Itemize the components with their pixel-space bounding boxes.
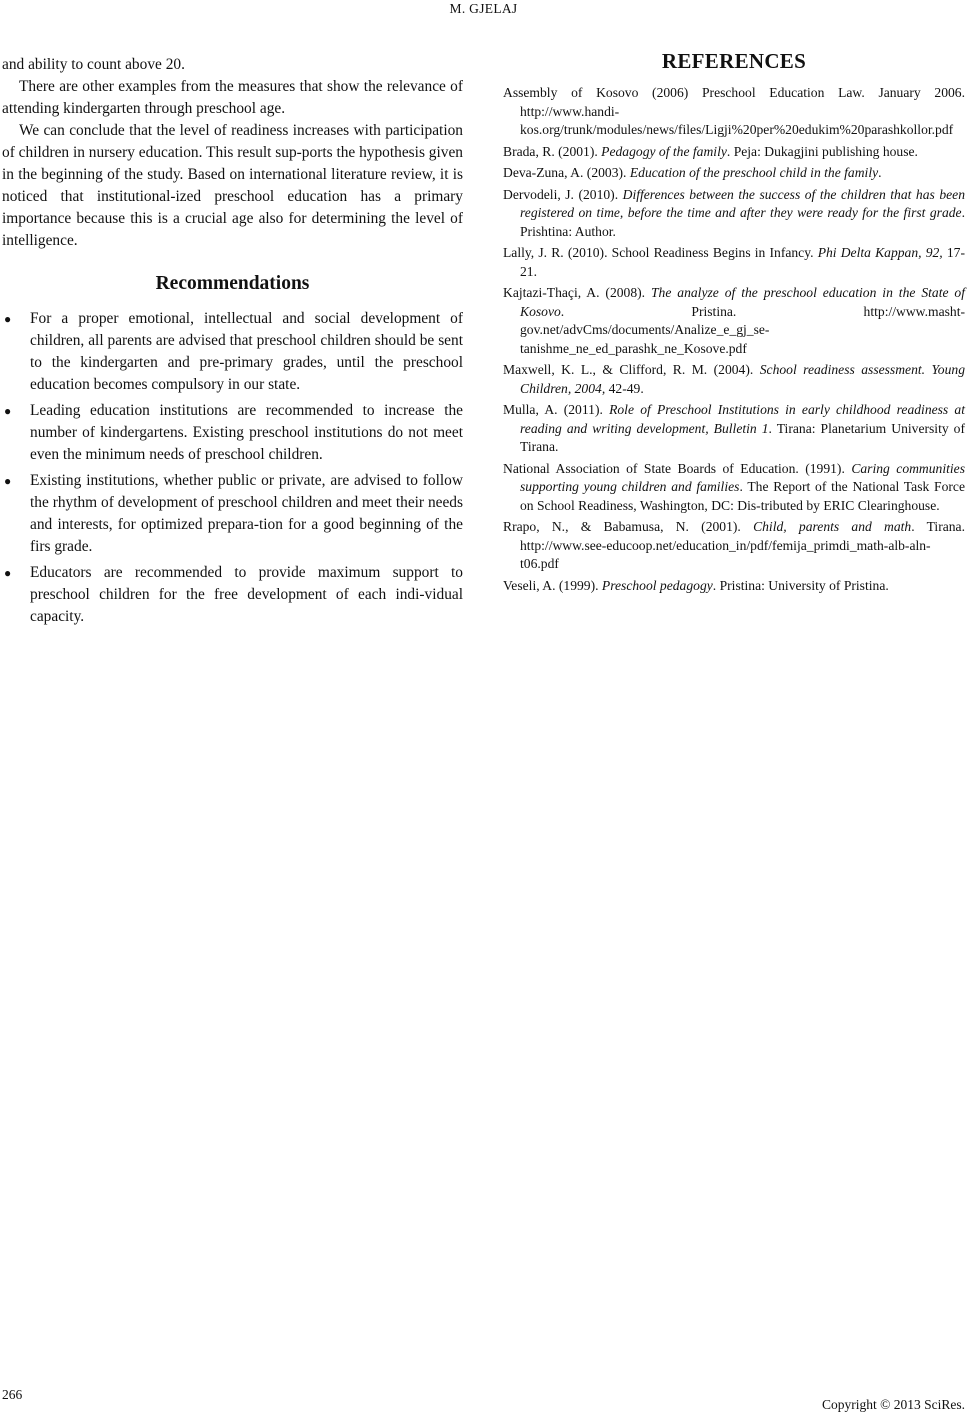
reference-entry [503, 577, 965, 596]
ref-title: Child, parents and math [753, 519, 912, 534]
ref-text: Dervodeli, J. (2010). [503, 186, 623, 202]
page-number: 266 [2, 1387, 23, 1402]
references-heading: REFERENCES [661, 49, 807, 73]
body-paragraph: and ability to count above 20. [2, 56, 185, 73]
reference-entry [503, 518, 965, 574]
reference-entry [503, 244, 965, 281]
recommendations-heading: Recommendations [155, 273, 310, 294]
recommendation-text: Leading education institutions are recommended to increase the number of kindergartens. Existing preschool institutions do not meet even the minimum needs of preschool children. [30, 402, 463, 463]
list-item [2, 308, 463, 396]
recommendations-list [2, 308, 463, 628]
ref-title: Preschool pedagogy [601, 577, 713, 593]
ref-title: Role of Preschool Institutions in early childhood readiness at reading and writing development, Bulletin 1 [520, 402, 965, 436]
left-column [2, 54, 463, 632]
list-item [2, 400, 463, 466]
ref-text: Kajtazi-Thaçi, A. (2008). [503, 285, 651, 300]
bullet-icon: ● [4, 474, 12, 488]
ref-text: Veseli, A. (1999). [503, 577, 602, 593]
ref-text: Assembly of Kosovo (2006) Preschool Education Law. January 2006. http://www.handi-kos.org/trunk/modules/news/files/Ligji%20per%20edukim%20parashkollor.pdf [503, 85, 965, 137]
body-paragraph: There are other examples from the measures that show the relevance of attending kindergarten through preschool age. [2, 78, 463, 117]
body-paragraph: We can conclude that the level of readiness increases with participation of children in nursery education. This result sup-ports the hypothesis given in the beginning of the study. Based on international literature review, it is noticed that institutional-ized preschool education has a primary importance because this is a crucial age also for determining the level of intelligence. [2, 122, 463, 249]
ref-text: . Tirana: Planetarium University of Tirana. [520, 420, 965, 454]
references-column [503, 46, 965, 598]
list-item [2, 562, 463, 628]
bullet-icon: ● [4, 566, 12, 580]
ref-text: Maxwell, K. L., & Clifford, R. M. (2004). [503, 362, 760, 377]
reference-entry [503, 401, 965, 457]
ref-title: Caring communities supporting young children and families [520, 460, 965, 494]
ref-text: . Peja: Dukagjini publishing house. [726, 143, 918, 159]
ref-title: Phi Delta Kappan, 92, [817, 245, 943, 260]
copyright-notice: Copyright © 2013 SciRes. [821, 1397, 965, 1412]
recommendation-text: Existing institutions, whether public or private, are advised to follow the rhythm of development of preschool children and meet their needs and interests, for optimized prepara-tion for a good beginning of the firs grade. [30, 472, 463, 555]
ref-text: . Prishtina: Author. [520, 205, 965, 239]
reference-entry [503, 84, 965, 140]
running-head: M. GJELAJ [449, 1, 518, 16]
ref-title: Pedagogy of the family [601, 143, 727, 159]
reference-entry [503, 460, 965, 516]
reference-entry [503, 186, 965, 242]
ref-text: Brada, R. (2001). [503, 143, 602, 159]
ref-text: Rrapo, N., & Babamusa, N. (2001). [503, 519, 754, 534]
bullet-icon: ● [4, 404, 12, 418]
ref-text: . [878, 165, 882, 180]
list-item [2, 470, 463, 558]
ref-text: Deva-Zuna, A. (2003). [503, 165, 630, 180]
ref-text: . Pristina: University of Pristina. [712, 577, 889, 593]
reference-entry [503, 361, 965, 398]
ref-text: Mulla, A. (2011). [503, 402, 610, 417]
ref-text: . The Report of the National Task Force on School Readiness, Washington, DC: Dis-tributed by ERIC Clearinghouse. [520, 479, 965, 513]
ref-text: 17-21. [520, 245, 966, 279]
ref-text: National Association of State Boards of Education. (1991). [503, 460, 852, 476]
reference-entry [503, 164, 965, 183]
ref-text: 42-49. [605, 380, 644, 396]
ref-text: . Tirana. http://www.see-educoop.net/education_in/pdf/femija_primdi_math-alb-aln-t06.pdf [520, 519, 965, 571]
ref-title: Differences between the success of the children that has been registered on time, before the time and after they were ready for the first grade [520, 186, 965, 220]
recommendation-text: For a proper emotional, intellectual and social development of children, all parents are advised that preschool children should be sent to the kindergarten and pre-primary grades, until the preschool education becomes compulsory in our state. [30, 310, 463, 393]
reference-entry [503, 284, 965, 358]
recommendation-text: Educators are recommended to provide maximum support to preschool children for the free development of each indi-vidual capacity. [30, 564, 463, 625]
bullet-icon: ● [4, 312, 12, 326]
reference-entry [503, 143, 965, 162]
ref-text: . Pristina. http://www.masht-gov.net/advCms/documents/Analize_e_gj_se-tanishme_ne_ed_parashk_ne_Kosove.pdf [520, 303, 965, 356]
ref-title: Education of the preschool child in the family [629, 165, 879, 180]
ref-title: The analyze of the preschool education in the State of Kosovo [520, 285, 965, 319]
ref-text: Lally, J. R. (2010). School Readiness Begins in Infancy. [503, 245, 818, 260]
ref-title: School readiness assessment. Young Children, 2004, [520, 362, 965, 396]
